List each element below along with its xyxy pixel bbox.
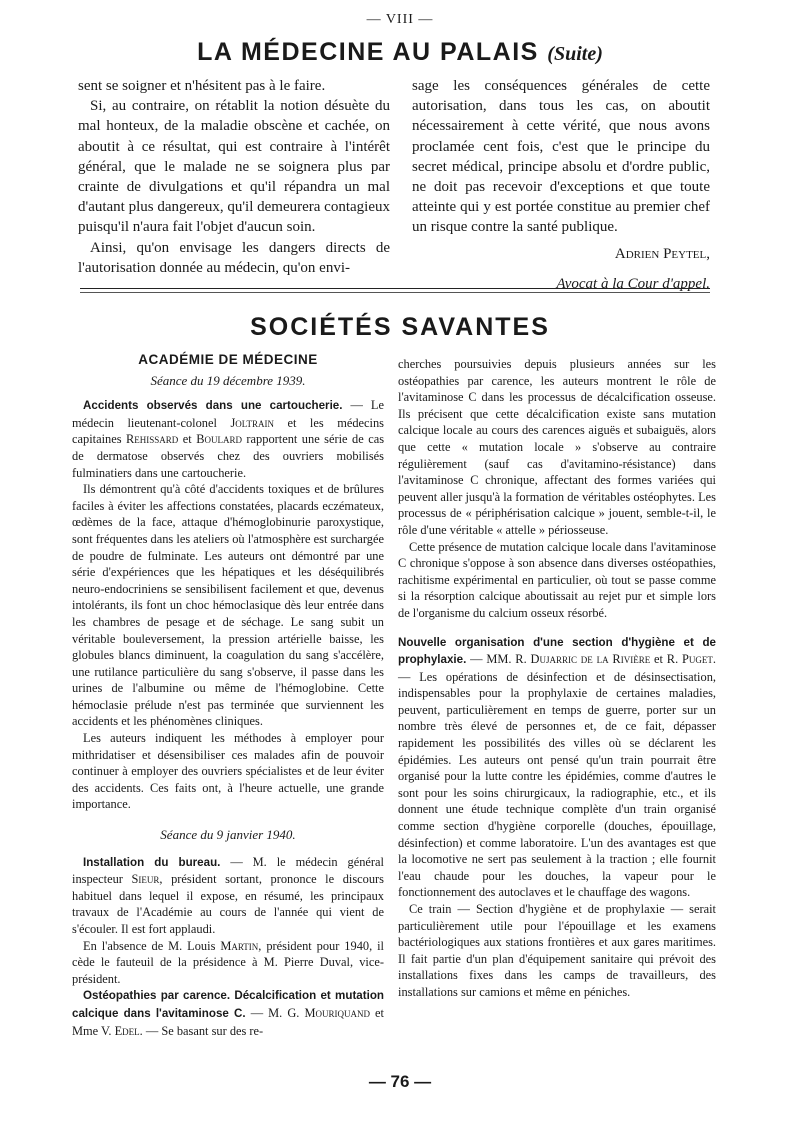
paragraph: Cette présence de mutation calcique locale dans l'avitaminose C chronique s'oppose à son absence dans diverses ostéopathies, rachitisme expérimental en particulier, où tout se passe comme si la résorption calcique aboutissait au rejet pur et simple lors de l'organisme du calcium osseux résorbé. bbox=[398, 539, 716, 620]
author-name: Mouriquand bbox=[304, 1005, 370, 1020]
paragraph-accidents: Accidents observés dans une cartoucherie. — Le médecin lieutenant-colonel Joltrain et les médecins capitaines Rehissard et Boulard rapportent une série de cas de dermatose observés chez des ouvriers mobilisés fulminatiers dans une cartoucherie. bbox=[72, 398, 385, 480]
page-number: — 76 — bbox=[368, 1072, 432, 1091]
paragraph-installation: Installation du bureau. — M. le médecin général inspecteur Sieur, président sortant, prononce le discours habituel dans lequel il expose, en résumé, les principaux travaux de l'Académie au cours de l'année qui vient de s'écouler. Il est fort applaudi. bbox=[72, 854, 385, 936]
top-right-paragraph: sage les conséquences générales de cette autorisation, dans tous les cas, on aboutit nécessairement à cette vérité, que nous avons proclamée cent fois, c'est que le principe du secret médical, principe absolu et d'ordre public, ne doit pas recevoir d'exceptions et que toute atteinte qui y est portée constitue au premier chef un risque contre la santé publique. bbox=[412, 78, 710, 236]
author-name: Joltrain bbox=[230, 415, 274, 430]
paragraph-osteopathies: Ostéopathies par carence. Décalcification et mutation calcique dans l'avitaminose C. — M. G. Mouriquand et Mme V. Edel. — Se basant sur des re- bbox=[72, 989, 384, 1038]
paragraph: Les auteurs indiquent les méthodes à employer pour mithridatiser et désensibiliser ces malades afin de pouvoir continuer à employer des ouvriers spécialistes et de leur éviter des accidents. Ces faits ont, à l'heure actuelle, une grande importance. bbox=[72, 731, 384, 812]
person-name: Martin bbox=[220, 938, 259, 953]
section-subtitle: ACADÉMIE DE MÉDECINE bbox=[138, 352, 318, 367]
top-article-left-column bbox=[78, 76, 390, 278]
keyword-heading: Ostéopathies par carence. Décalcification et mutation calcique dans l'avitaminose C. bbox=[72, 989, 384, 1020]
keyword-heading: Installation du bureau. bbox=[83, 855, 221, 869]
article-header-title bbox=[0, 38, 800, 67]
keyword-heading: Accidents observés dans une cartoucherie. bbox=[83, 399, 343, 413]
author-name: Edel bbox=[114, 1023, 140, 1038]
seance-date-2: Séance du 9 janvier 1940. bbox=[160, 827, 296, 843]
section-title: SOCIÉTÉS SAVANTES bbox=[250, 313, 550, 341]
top-left-paragraph: Si, au contraire, on rétablit la notion désuète du mal honteux, de la maladie obscène et cachée, on aboutit à ce résultat, qui est contraire à l'intérêt général, que le malade ne se soignera plus par crainte de divulgations et qu'il répandra un mal d'autant plus dangereux, qu'il demeurera contagieux puisqu'il n'aura fait l'objet d'aucun soin. bbox=[78, 98, 390, 236]
author-name: Boulard bbox=[196, 432, 242, 447]
author-name: Rehissard bbox=[126, 432, 179, 447]
section-divider bbox=[80, 288, 710, 289]
top-article-right-column bbox=[412, 76, 710, 294]
top-left-paragraph: sent se soigner et n'hésitent pas à le faire. bbox=[78, 78, 326, 94]
author-name: Puget bbox=[682, 652, 713, 667]
paragraph-hygiene: Nouvelle organisation d'une section d'hygiène et de prophylaxie. — MM. R. Dujarric de la Rivière et R. Puget. — Les opérations de désinfection et de désinsectisation, indispensables pour la prophylaxie de certaines maladies, peuvent, particulièrement en temps de guerre, porter sur un nombre très élevé de personnes et, de ce fait, dépasser rapidement les possibilités des villes où se déclarent les épidémies. Les auteurs ont pensé qu'un train pourrait être organisé pour la lutte contre les épidémies, comme d'autres le sont pour les soins chirurgicaux, la radiographie, etc., et ils donnent une étude technique complète d'un train organisé comme section d'hygiène corporelle (douches, épouillage, désinfection) et comme laboratoire. L'un des avantages est que la locomotive ne sert pas seulement à la traction ; elle fournit l'eau chaude pour les douches, la vapeur pour le fonctionnement des autoclaves et le chauffage des wagons. bbox=[398, 635, 716, 900]
header-title-suite: (Suite) bbox=[547, 43, 603, 65]
signature-role: Avocat à la Cour d'appel. bbox=[556, 275, 710, 292]
paragraph: En l'absence de M. Louis Martin, président pour 1940, il cède le fauteuil de la présidence à M. Pierre Duval, vice-président. bbox=[72, 938, 384, 986]
top-page-folio: — VIII — bbox=[366, 12, 434, 27]
header-title-main: LA MÉDECINE AU PALAIS bbox=[197, 38, 539, 66]
seance-date-1: Séance du 19 décembre 1939. bbox=[150, 372, 306, 388]
author-name: Sieur bbox=[131, 872, 160, 887]
section-divider-thin bbox=[80, 292, 710, 293]
keyword-heading: Nouvelle organisation d'une section d'hygiène et de prophylaxie. bbox=[398, 635, 716, 667]
left-column bbox=[72, 352, 384, 1039]
author-name: Dujarric de la Rivière bbox=[530, 652, 651, 667]
paragraph: Ils démontrent qu'à côté d'accidents toxiques et de brûlures faciles à éviter les affections constatées, placards eczémateux, œdèmes de la face, attaque d'hémoglobinurie paroxystique, sont fréquentes dans les ateliers où l'atmosphère est surchargée de poudre de fulminate. Les auteurs ont démontré par une série d'expériences que les hépatiques et les déséquilibrés neuro-endocriniens se sensibilisent facilement et que, devenus intolérants, ils font un choc hémoclasique dès leur entrée dans les chambres de pesage et de séchage. Le sang subit un véritable bouleversement, la pression artérielle baisse, les globules blancs diminuent, la coagulation du sang s'accélère, une rutilance particulière du sang s'observe, il passe dans les urines de l'albumine ou même de l'hémoglobine. Cette hémoclasie prélude n'est pas terminée que surviennent les accidents et les phénomènes cliniques. bbox=[72, 482, 384, 729]
signature-name: Adrien Peytel, bbox=[614, 245, 710, 262]
paragraph: cherches poursuivies depuis plusieurs années sur les ostéopathies par carence, les auteurs montrent le rôle de l'avitaminose C dans les processus de décalcification osseuse. Ils précisent que cette décalcification existe sans mutation calcique locale au cours des carences aiguës et subaiguës, alors que cette « mutation locale » s'observe au contraire régulièrement (sauf cas d'avitamino-résistance) dans l'avitaminose C chronique, affectant des formes variées qui peuvent aller jusqu'à la formation de véritables ostéophytes. Les processus de « périphérisation calcique » jouent, semble-t-il, le rôle d'une véritable « attelle » périosseuse. bbox=[398, 357, 716, 537]
right-column bbox=[398, 356, 716, 1001]
paragraph: Ce train — Section d'hygiène et de prophylaxie — serait particulièrement utile pour l'épouillage et les examens bactériologiques aux stations frontières et aux gares maritimes. Il fait partie d'un plan d'équipement sanitaire qui prévoit des installations fixes dans les camps de travailleurs, des installations sur camions et même en péniches. bbox=[398, 902, 716, 999]
top-left-paragraph: Ainsi, qu'on envisage les dangers directs de l'autorisation donnée au médecin, qu'on envi- bbox=[78, 239, 390, 276]
